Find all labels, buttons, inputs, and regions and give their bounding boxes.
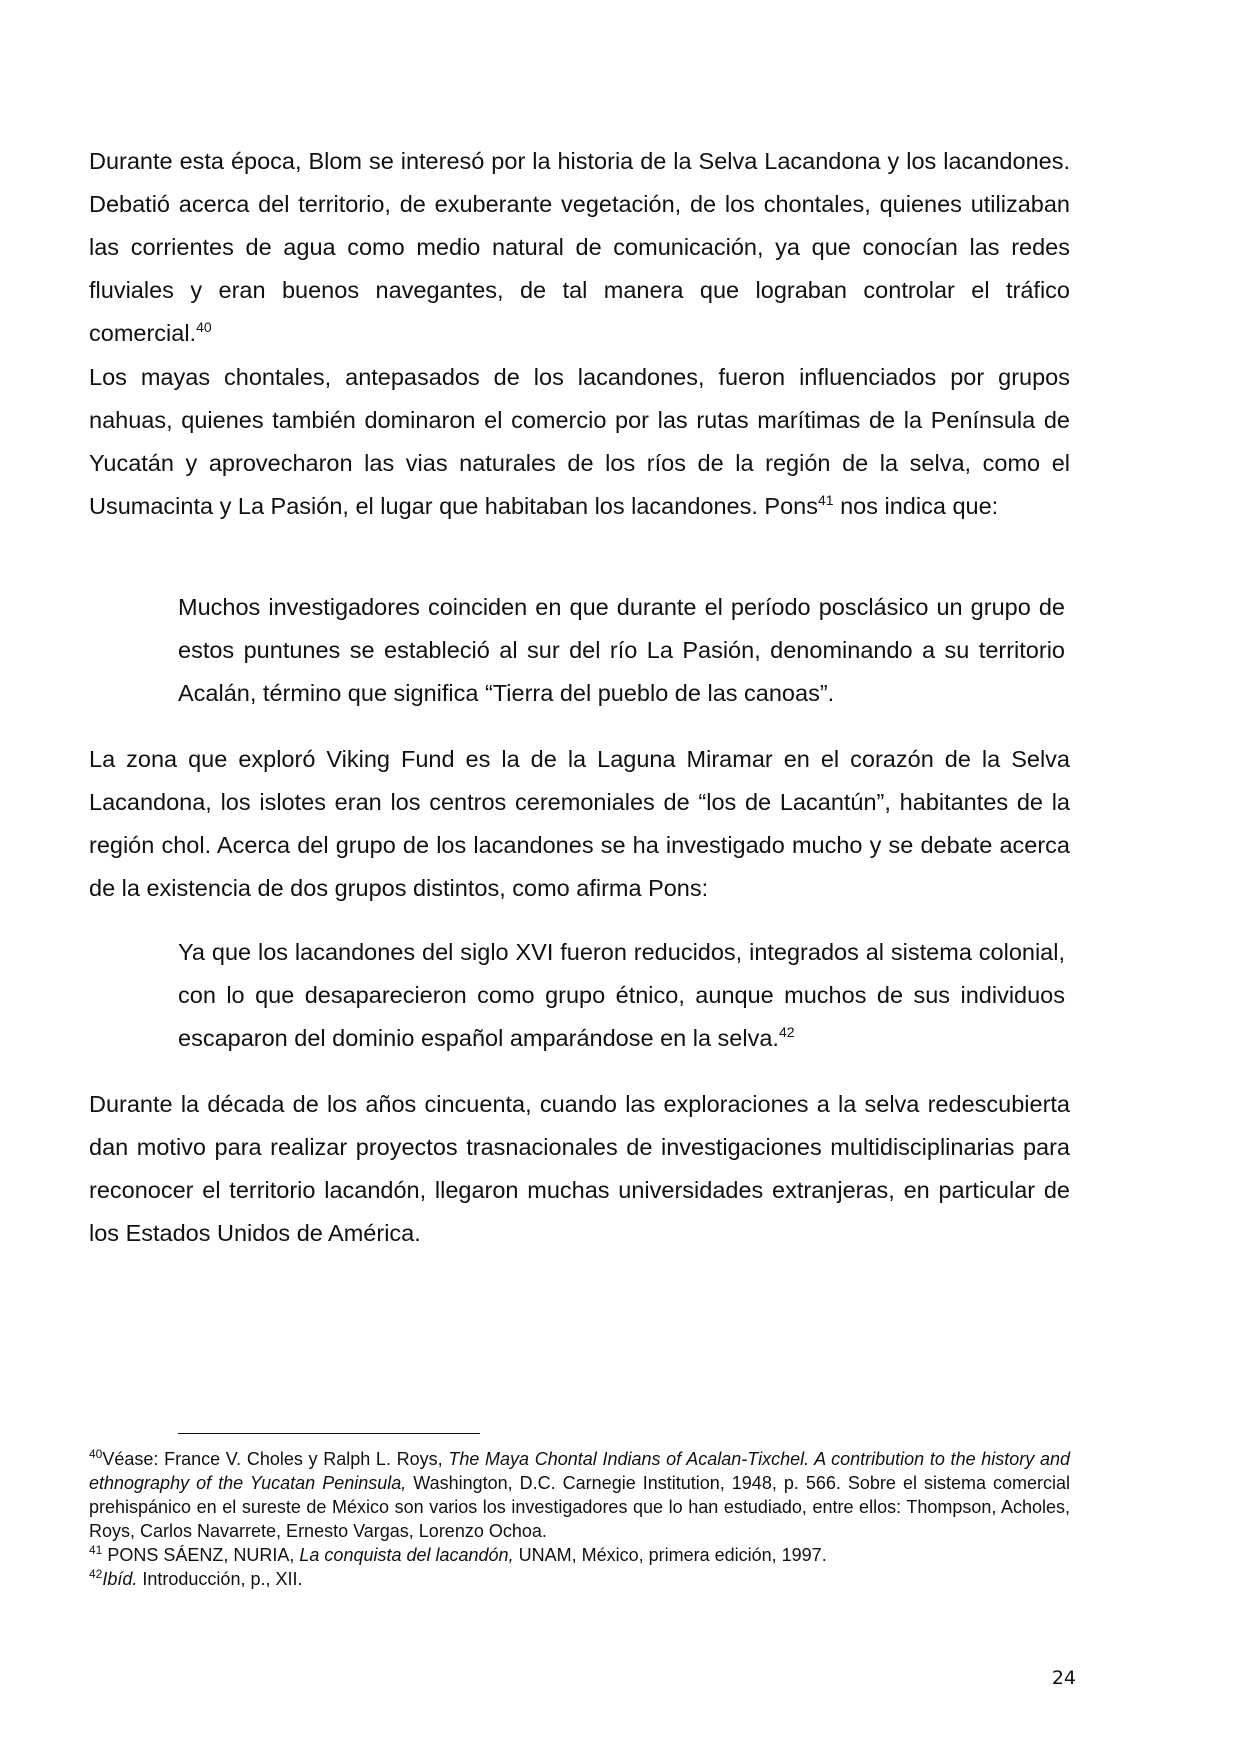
footnote-title: Ibíd.: [102, 1569, 138, 1589]
footnote-42: [89, 1567, 1070, 1591]
footnote-title: La conquista del lacandón,: [299, 1545, 514, 1565]
block-quote-2: [178, 931, 1065, 1060]
page-number: 24: [1051, 1667, 1076, 1689]
footnote-text: PONS SÁENZ, NURIA,: [102, 1545, 300, 1565]
footnote-mark: 41: [89, 1543, 103, 1557]
footnote-text: Véase: France V. Choles y Ralph L. Roys,: [102, 1449, 449, 1469]
paragraph-2-tail: nos indica que:: [833, 493, 999, 519]
footnote-ref-40[interactable]: 40: [196, 319, 212, 336]
paragraph-2: [89, 356, 1070, 528]
footnote-41: [89, 1543, 1070, 1567]
footnote-40: [89, 1447, 1070, 1543]
block-quote-1: Muchos investigadores coinciden en que durante el período posclásico un grupo de estos puntunes se estableció al sur del río La Pasión, denominando a su territorio Acalán, término que significa “Tierra del pueblo de las canoas”.: [178, 594, 1065, 706]
footnote-ref-41[interactable]: 41: [817, 492, 834, 509]
footnote-text: Washington, D.C. Carnegie Institution, 1948, p. 566. Sobre el sistema comercial prehispánico en el sureste de México son varios los investigadores que lo han estudiado, entre ellos: Thompson, Acholes, Roys, Carlos Navarrete, Ernesto Vargas, Lorenzo Ochoa.: [89, 1473, 1071, 1541]
paragraph-4: Durante la década de los años cincuenta, cuando las exploraciones a la selva redescubierta dan motivo para realizar proyectos trasnacionales de investigaciones multidisciplinarias para reconocer el territorio lacandón, llegaron muchas universidades extranjeras, en particular de los Estados Unidos de América.: [89, 1091, 1070, 1246]
paragraph-2-text: Los mayas chontales, antepasados de los lacandones, fueron influenciados por grupos nahuas, quienes también dominaron el comercio por las rutas marítimas de la Península de Yucatán y aprovecharon las vias naturales de los ríos de la región de la selva, como el Usumacinta y La Pasión, el lugar que habitaban los lacandones. Pons: [89, 364, 1070, 519]
footnotes: [89, 1447, 1070, 1591]
footnote-title: The Maya Chontal Indians of Acalan-Tixchel. A contribution to the history and ethnography of the Yucatan Peninsula,: [89, 1449, 1070, 1493]
footnote-text: Introducción, p., XII.: [137, 1569, 303, 1589]
paragraph-1-text: Durante esta época, Blom se interesó por la historia de la Selva Lacandona y los lacandones. Debatió acerca del territorio, de exuberante vegetación, de los chontales, quienes utilizaban las corrientes de agua como medio natural de comunicación, ya que conocían las redes fluviales y eran buenos navegantes, de tal manera que lograban controlar el tráfico comercial.: [89, 148, 1070, 346]
footnote-mark: 40: [89, 1447, 103, 1461]
footnote-mark: 42: [89, 1567, 103, 1581]
footnote-text: UNAM, México, primera edición, 1997.: [513, 1545, 827, 1565]
footnote-ref-42[interactable]: 42: [778, 1024, 795, 1041]
paragraph-3: La zona que exploró Viking Fund es la de la Laguna Miramar en el corazón de la Selva Lacandona, los islotes eran los centros ceremoniales de “los de Lacantún”, habitantes de la región chol. Acerca del grupo de los lacandones se ha investigado mucho y se debate acerca de la existencia de dos grupos distintos, como afirma Pons:: [89, 746, 1070, 901]
block-quote-2-text: Ya que los lacandones del siglo XVI fueron reducidos, integrados al sistema colonial, con lo que desaparecieron como grupo étnico, aunque muchos de sus individuos escaparon del dominio español amparándose en la selva.: [178, 939, 1065, 1051]
paragraph-1: [89, 140, 1070, 355]
footnote-separator: [178, 1433, 480, 1434]
